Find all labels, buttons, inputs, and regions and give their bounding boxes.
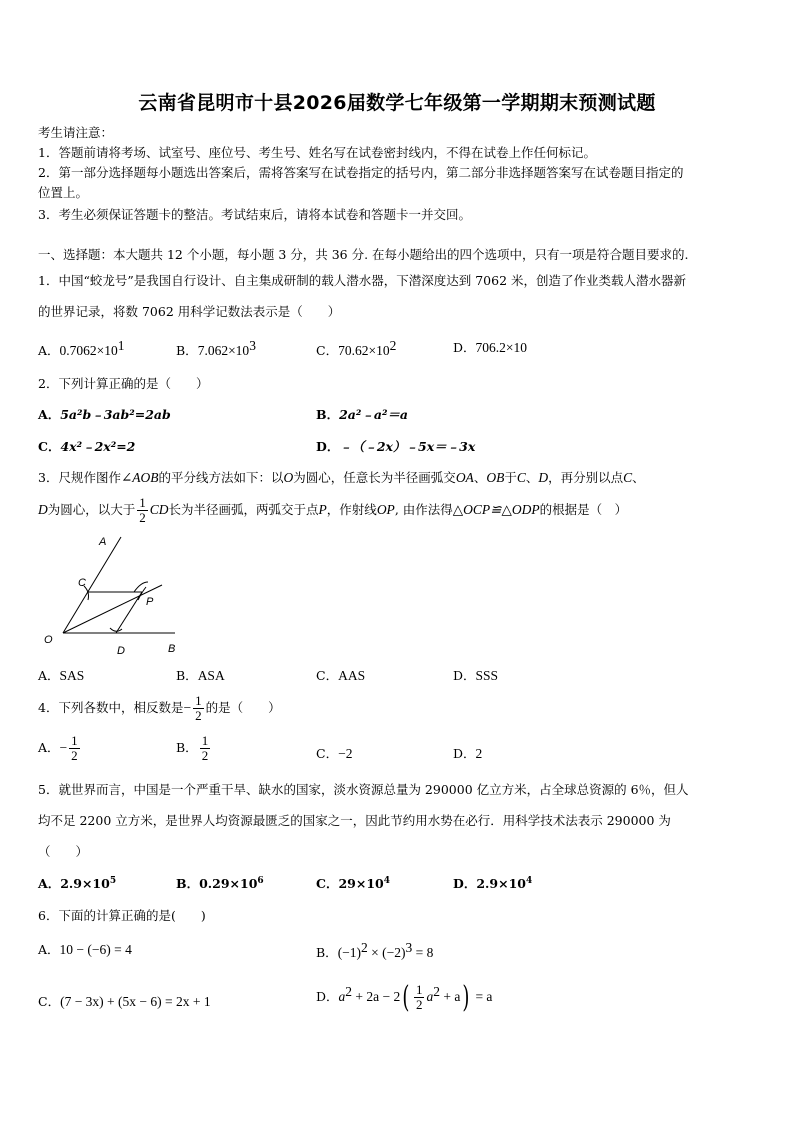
q4-option-b: B． $\frac{1}{2}$ <box>176 733 209 763</box>
q1-option-c: C．$70.62\times 10^2$ <box>316 338 397 359</box>
q1-stem-line2: 的世界记录，将数 7062 用科学记数法表示是（ ） <box>38 304 341 319</box>
notice-item-1: 1．答题前请将考场、试室号、座位号、考生号、姓名写在试卷密封线内，不得在试卷上作任何标记。 <box>38 145 596 160</box>
q6-option-d: D．$a^2 + 2a - 2$( $\frac{1}{2}$ $a^2 + a) = a$ <box>316 980 493 1015</box>
q5-option-c: C．$29\times 10^4$ <box>316 875 390 891</box>
label-d: D <box>117 645 125 657</box>
q3-option-a: A．SAS <box>38 668 85 683</box>
q4-option-d: D．2 <box>453 746 483 761</box>
q3-option-b: B．ASA <box>176 668 225 683</box>
label-o: O <box>44 634 53 646</box>
q4-stem: 4．下列各数中，相反数是− $\frac{1}{2}$ 的是（ ） <box>38 693 281 723</box>
q5-stem-line3: （ ） <box>38 844 89 859</box>
q2-stem: 2．下列计算正确的是（ ） <box>38 376 209 391</box>
q1-option-d: D．706.2×10 <box>453 340 528 355</box>
notice-item-2-cont: 位置上。 <box>38 185 89 200</box>
q3-stem-line1: 3．尺规作图作∠AOB的平分线方法如下：以O为圆心，任意长为半径画弧交OA、OB于C、D，再分别以点C、 <box>38 470 645 485</box>
q1-stem-line1: 1．中国“蛟龙号”是我国自行设计、自主集成研制的载人潜水器，下潜深度达到 7062 米，创造了作业类载人潜水器新 <box>38 273 686 288</box>
label-p: P <box>146 596 154 608</box>
q4-option-a: A．− $\frac{1}{2}$ <box>38 733 78 763</box>
arc-at-d <box>110 628 122 631</box>
right-paren: ) <box>462 980 470 1015</box>
q3-option-d: D．SSS <box>453 668 499 683</box>
q2-option-d: D．﹣（﹣2x）﹣5x＝﹣3x <box>316 439 476 454</box>
q5-option-a: A．$2.9\times 10^5$ <box>38 875 117 891</box>
segment-dp <box>116 592 142 633</box>
notice-item-3: 3．考生必须保证答题卡的整洁。考试结束后，请将本试卷和答题卡一并交回。 <box>38 207 471 222</box>
notice-heading: 考生请注意： <box>38 125 114 140</box>
section-heading: 一、选择题：本大题共 12 个小题，每小题 3 分，共 36 分. 在每小题给出的四个选项中，只有一项是符合题目要求的. <box>38 247 689 262</box>
q6-option-c: C．(7 − 3x) + (5x − 6) = 2x + 1 <box>38 994 211 1009</box>
q5-option-d: D．$2.9\times 10^4$ <box>453 875 533 891</box>
label-a: A <box>99 536 107 548</box>
page-title: 云南省昆明市十县2026届数学七年级第一学期期末预测试题 <box>138 92 656 114</box>
q4-option-c: C．−2 <box>316 746 353 761</box>
left-paren: ( <box>402 980 410 1015</box>
q3-option-c: C．AAS <box>316 668 366 683</box>
angle-bisector-figure <box>38 532 188 660</box>
notice-item-2: 2．第一部分选择题每小题选出答案后，需将答案写在试卷指定的括号内，第二部分非选择题答案写在试卷题目指定的 <box>38 165 684 180</box>
label-b: B <box>168 643 176 655</box>
q2-option-b: B．2a²﹣a²＝a <box>316 407 409 422</box>
q2-option-a: A．5a²b﹣3ab²=2ab <box>38 407 171 422</box>
q6-stem: 6．下面的计算正确的是( ) <box>38 908 206 923</box>
q5-stem-line1: 5．就世界而言，中国是一个严重干旱、缺水的国家，淡水资源总量为 290000 亿立方米，占全球总资源的 6％，但人 <box>38 782 689 797</box>
q6-option-b: B．$(-1)^2 \times (-2)^3 = 8$ <box>316 940 434 961</box>
q6-option-a: A．10 − (−6) = 4 <box>38 942 132 957</box>
q1-option-a: A．$0.7062\times 10^1$ <box>38 338 125 359</box>
q2-option-c: C．4x²﹣2x²=2 <box>38 439 136 454</box>
q1-option-b: B．$7.062\times 10^3$ <box>176 338 256 359</box>
q5-option-b: B．$0.29\times 10^6$ <box>176 875 264 891</box>
q5-stem-line2: 均不足 2200 立方米，是世界人均资源最匮乏的国家之一，因此节约用水势在必行．用科学技术法表示 290000 为 <box>38 813 671 828</box>
q3-fraction: $\frac{1}{2}$ <box>139 495 146 525</box>
q3-stem-line2: D为圆心，以大于 $\frac{1}{2}$ CD长为半径画弧，两弧交于点P，作射线OP, 由作法得△OCP≌△ODP的根据是（ ） <box>38 495 628 525</box>
label-c: C <box>78 577 86 589</box>
